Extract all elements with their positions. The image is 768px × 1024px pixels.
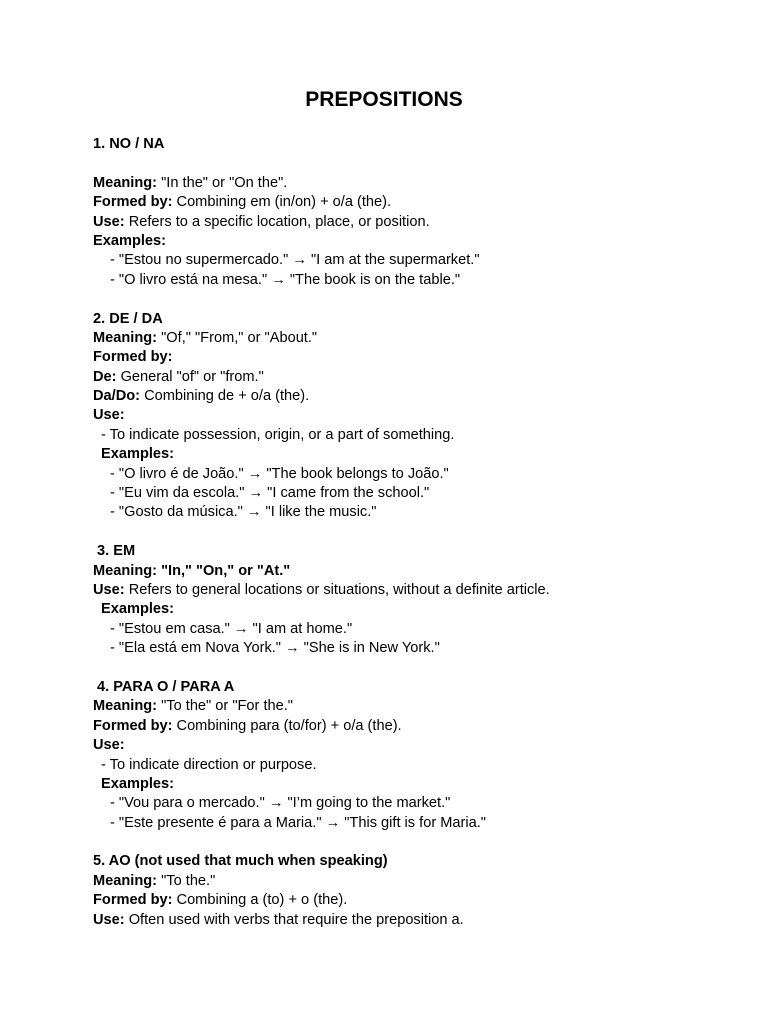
spacer	[93, 659, 733, 678]
example-item: - "Este presente é para a Maria." → "This gift is for Maria."	[110, 814, 486, 831]
dado-text: Combining de + o/a (the).	[140, 388, 310, 405]
dado-line	[93, 387, 733, 406]
de-label: De:	[93, 368, 117, 385]
example-item: - "Estou no supermercado." → "I am at the supermarket."	[110, 252, 480, 269]
use-line	[93, 911, 733, 930]
formed-line	[93, 717, 733, 736]
formed-line	[93, 193, 733, 212]
meaning-text: "In," "On," or "At."	[157, 562, 291, 579]
formed-label: Formed by:	[93, 194, 173, 211]
use-label: Use:	[93, 213, 125, 230]
formed-label: Formed by:	[93, 717, 173, 734]
formed-text: Combining a (to) + o (the).	[172, 892, 348, 909]
meaning-line	[93, 174, 733, 193]
example-item: - "Estou em casa." → "I am at home."	[110, 620, 353, 637]
meaning-line	[93, 872, 733, 891]
meaning-text: "In the" or "On the".	[157, 174, 288, 191]
meaning-label: Meaning:	[93, 329, 158, 346]
examples-label: Examples:	[93, 232, 167, 249]
formed-text: Combining para (to/for) + o/a (the).	[172, 717, 402, 734]
section-heading-para: 4. PARA O / PARA A	[97, 678, 235, 695]
example-item: - "O livro está na mesa." → "The book is on the table."	[110, 271, 461, 288]
examples-label: Examples:	[101, 601, 175, 618]
use-text: Refers to general locations or situations, without a definite article.	[124, 581, 550, 598]
example-item: - "O livro é de João." → "The book belongs to João."	[110, 465, 449, 482]
meaning-line	[93, 562, 733, 581]
examples-label: Examples:	[101, 446, 175, 463]
formed-line	[93, 891, 733, 910]
meaning-label: Meaning:	[93, 174, 158, 191]
use-text: Refers to a specific location, place, or position.	[124, 213, 430, 230]
meaning-label: Meaning:	[93, 562, 158, 579]
meaning-text: "To the" or "For the."	[157, 698, 293, 715]
use-label: Use:	[93, 911, 125, 928]
example-item: - "Vou para o mercado." → "I’m going to the market."	[110, 795, 451, 812]
meaning-text: "Of," "From," or "About."	[157, 329, 318, 346]
section-heading-em: 3. EM	[97, 543, 136, 560]
de-text: General "of" or "from."	[116, 368, 264, 385]
meaning-line	[93, 329, 733, 348]
section-heading-ao: 5. AO (not used that much when speaking)	[93, 853, 388, 870]
page-title: PREPOSITIONS	[305, 88, 463, 111]
formed-label: Formed by:	[93, 892, 173, 909]
spacer	[93, 523, 733, 542]
example-item: - "Ela está em Nova York." → "She is in New York."	[110, 640, 440, 657]
formed-label: Formed by:	[93, 349, 173, 366]
use-label: Use:	[93, 737, 125, 754]
example-item: - "Eu vim da escola." → "I came from the school."	[110, 485, 430, 502]
meaning-label: Meaning:	[93, 872, 158, 889]
formed-text: Combining em (in/on) + o/a (the).	[172, 194, 392, 211]
use-line	[93, 213, 733, 232]
spacer	[93, 833, 733, 852]
use-line	[93, 581, 733, 600]
dado-label: Da/Do:	[93, 388, 141, 405]
use-label: Use:	[93, 407, 125, 424]
use-label: Use:	[93, 581, 125, 598]
use-text: Often used with verbs that require the preposition a.	[124, 911, 464, 928]
example-item: - "Gosto da música." → "I like the music."	[110, 504, 377, 521]
spacer	[93, 290, 733, 309]
meaning-text: "To the."	[157, 872, 216, 889]
meaning-line	[93, 697, 733, 716]
section-heading-de-da: 2. DE / DA	[93, 310, 163, 327]
section-heading-no-na: 1. NO / NA	[93, 136, 165, 152]
examples-label: Examples:	[101, 775, 175, 792]
spacer	[93, 154, 733, 173]
use-item: - To indicate direction or purpose.	[101, 756, 317, 773]
use-item: - To indicate possession, origin, or a part of something.	[101, 426, 455, 443]
de-line	[93, 368, 733, 387]
document-body	[93, 135, 733, 930]
meaning-label: Meaning:	[93, 698, 158, 715]
